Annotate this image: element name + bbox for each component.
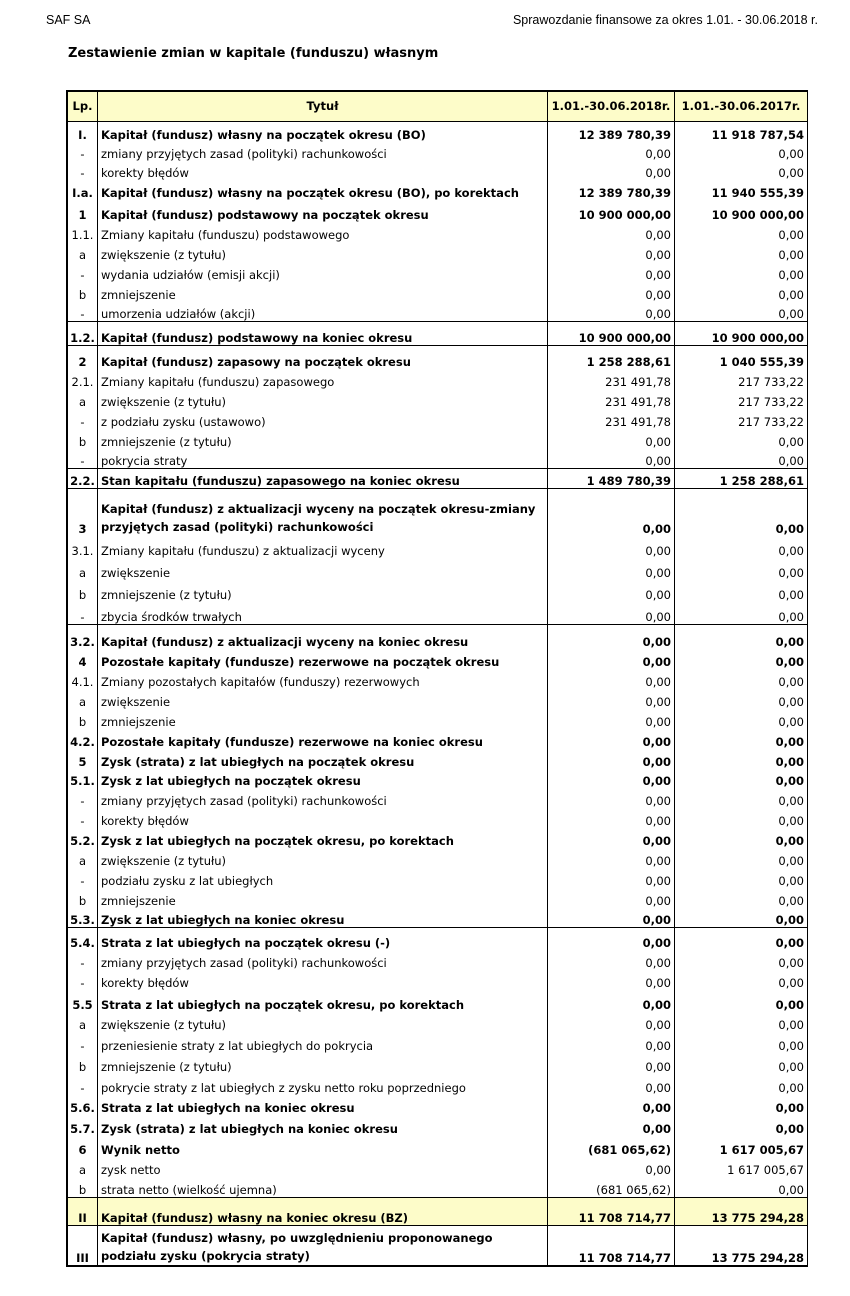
row-value-2017: 0,00 — [675, 142, 808, 161]
row-value-2018: 231 491,78 — [548, 389, 675, 409]
table-row — [68, 669, 808, 689]
table-row — [68, 200, 808, 222]
table-row — [68, 848, 808, 868]
table-row — [68, 749, 808, 769]
table-row — [68, 602, 808, 625]
table-row — [68, 1177, 808, 1198]
row-lp: 5 — [68, 749, 98, 769]
row-lp: 1.1. — [68, 222, 98, 242]
row-value-2018: 0,00 — [548, 602, 675, 625]
row-value-2017: 217 733,22 — [675, 409, 808, 429]
table-row — [68, 788, 808, 808]
column-header-2017: 1.01.-30.06.2017r. — [675, 92, 808, 122]
table-row — [68, 908, 808, 928]
table-row — [68, 928, 808, 950]
row-title: Zmiany kapitału (funduszu) podstawowego — [98, 222, 548, 242]
table-row — [68, 625, 808, 649]
table-row — [68, 1115, 808, 1136]
table-body — [68, 122, 808, 1266]
row-title: zwiększenie (z tytułu) — [98, 242, 548, 262]
table-row — [68, 302, 808, 322]
row-value-2017: 0,00 — [675, 1177, 808, 1198]
row-lp: a — [68, 558, 98, 580]
table-row — [68, 1032, 808, 1053]
row-title: Kapitał (fundusz) własny na początek okresu (BO), po korektach — [98, 180, 548, 200]
table-row — [68, 1074, 808, 1095]
row-value-2017: 0,00 — [675, 1095, 808, 1115]
row-title: przeniesienie straty z lat ubiegłych do pokrycia — [98, 1032, 548, 1053]
table-row — [68, 180, 808, 200]
row-lp: 1 — [68, 200, 98, 222]
row-title: zmiany przyjętych zasad (polityki) rachunkowości — [98, 950, 548, 970]
table-row — [68, 536, 808, 558]
row-value-2018: 0,00 — [548, 1157, 675, 1177]
row-title: zmniejszenie (z tytułu) — [98, 429, 548, 449]
table-row — [68, 709, 808, 729]
row-value-2018: 0,00 — [548, 1074, 675, 1095]
table-row — [68, 580, 808, 602]
row-value-2017: 0,00 — [675, 729, 808, 749]
row-title: pokrycia straty — [98, 449, 548, 469]
row-value-2018: 0,00 — [548, 1032, 675, 1053]
row-lp: - — [68, 788, 98, 808]
row-lp: b — [68, 429, 98, 449]
row-value-2018: 0,00 — [548, 848, 675, 868]
row-value-2018: 0,00 — [548, 908, 675, 928]
row-value-2018: 231 491,78 — [548, 409, 675, 429]
table-row — [68, 649, 808, 669]
row-lp: I. — [68, 122, 98, 142]
row-lp: - — [68, 161, 98, 180]
table-row — [68, 1226, 808, 1266]
row-title: Kapitał (fundusz) z aktualizacji wyceny na początek okresu-zmiany przyjętych zasad (polityki) rachunkowości — [98, 489, 548, 536]
row-value-2018: 0,00 — [548, 868, 675, 888]
row-value-2017: 0,00 — [675, 1115, 808, 1136]
row-value-2017: 0,00 — [675, 970, 808, 990]
row-value-2018: 231 491,78 — [548, 369, 675, 389]
table-row — [68, 769, 808, 788]
row-lp: - — [68, 262, 98, 282]
table-row — [68, 161, 808, 180]
row-value-2018: 1 489 780,39 — [548, 469, 675, 489]
row-title: zmniejszenie (z tytułu) — [98, 580, 548, 602]
row-lp: - — [68, 142, 98, 161]
table-row — [68, 409, 808, 429]
row-lp: 3.1. — [68, 536, 98, 558]
row-title: Strata z lat ubiegłych na początek okresu, po korektach — [98, 990, 548, 1012]
table-row — [68, 970, 808, 990]
row-title: zmniejszenie — [98, 888, 548, 908]
row-lp: b — [68, 282, 98, 302]
row-value-2017: 1 040 555,39 — [675, 346, 808, 369]
row-lp: b — [68, 888, 98, 908]
row-value-2017: 217 733,22 — [675, 369, 808, 389]
row-title: Wynik netto — [98, 1136, 548, 1157]
table-row — [68, 729, 808, 749]
row-value-2018: 0,00 — [548, 558, 675, 580]
row-value-2018: 0,00 — [548, 649, 675, 669]
row-value-2017: 10 900 000,00 — [675, 200, 808, 222]
row-value-2017: 0,00 — [675, 222, 808, 242]
row-value-2017: 0,00 — [675, 788, 808, 808]
row-value-2018: 0,00 — [548, 709, 675, 729]
table-row — [68, 242, 808, 262]
row-value-2017: 0,00 — [675, 429, 808, 449]
row-value-2017: 0,00 — [675, 769, 808, 788]
table-row — [68, 1198, 808, 1226]
row-title: Kapitał (fundusz) podstawowy na koniec okresu — [98, 322, 548, 346]
table-row — [68, 1095, 808, 1115]
row-title: Pozostałe kapitały (fundusze) rezerwowe na początek okresu — [98, 649, 548, 669]
row-lp: - — [68, 302, 98, 322]
row-value-2018: 0,00 — [548, 828, 675, 848]
row-value-2018: 0,00 — [548, 669, 675, 689]
row-lp: 4.2. — [68, 729, 98, 749]
table-row — [68, 222, 808, 242]
row-value-2018: 0,00 — [548, 142, 675, 161]
table-row — [68, 888, 808, 908]
row-title: zmiany przyjętych zasad (polityki) rachunkowości — [98, 788, 548, 808]
row-title: Zmiany kapitału (funduszu) z aktualizacji wyceny — [98, 536, 548, 558]
row-value-2017: 11 918 787,54 — [675, 122, 808, 142]
row-value-2017: 0,00 — [675, 848, 808, 868]
row-value-2017: 0,00 — [675, 262, 808, 282]
row-value-2018: 0,00 — [548, 729, 675, 749]
row-title: pokrycie straty z lat ubiegłych z zysku netto roku poprzedniego — [98, 1074, 548, 1095]
row-value-2018: 0,00 — [548, 1053, 675, 1074]
row-lp: 5.4. — [68, 928, 98, 950]
row-lp: 6 — [68, 1136, 98, 1157]
row-title: podziału zysku z lat ubiegłych — [98, 868, 548, 888]
row-value-2018: 0,00 — [548, 1012, 675, 1032]
row-value-2018: 0,00 — [548, 1095, 675, 1115]
row-title: Zysk (strata) z lat ubiegłych na koniec okresu — [98, 1115, 548, 1136]
row-title: Kapitał (fundusz) zapasowy na początek okresu — [98, 346, 548, 369]
row-title: Kapitał (fundusz) własny na początek okresu (BO) — [98, 122, 548, 142]
row-title: zmniejszenie — [98, 709, 548, 729]
column-header-lp: Lp. — [68, 92, 98, 122]
table-row — [68, 282, 808, 302]
row-title: zmiany przyjętych zasad (polityki) rachunkowości — [98, 142, 548, 161]
row-title: Kapitał (fundusz) podstawowy na początek okresu — [98, 200, 548, 222]
row-lp: 5.6. — [68, 1095, 98, 1115]
row-value-2017: 0,00 — [675, 625, 808, 649]
row-value-2017: 0,00 — [675, 302, 808, 322]
row-value-2018: 0,00 — [548, 950, 675, 970]
row-value-2017: 1 617 005,67 — [675, 1136, 808, 1157]
table-row — [68, 489, 808, 536]
equity-changes-table — [67, 91, 808, 1266]
row-value-2017: 0,00 — [675, 928, 808, 950]
row-value-2017: 0,00 — [675, 1032, 808, 1053]
row-title: Pozostałe kapitały (fundusze) rezerwowe na koniec okresu — [98, 729, 548, 749]
row-value-2017: 10 900 000,00 — [675, 322, 808, 346]
row-value-2018: 0,00 — [548, 429, 675, 449]
row-lp: 3 — [68, 489, 98, 536]
row-lp: 5.3. — [68, 908, 98, 928]
row-value-2018: 0,00 — [548, 888, 675, 908]
row-title: Zysk z lat ubiegłych na początek okresu, po korektach — [98, 828, 548, 848]
row-lp: a — [68, 242, 98, 262]
row-value-2018: 0,00 — [548, 489, 675, 536]
row-title: zysk netto — [98, 1157, 548, 1177]
row-title: zwiększenie (z tytułu) — [98, 1012, 548, 1032]
row-value-2018: 0,00 — [548, 689, 675, 709]
table-row — [68, 142, 808, 161]
row-lp: a — [68, 689, 98, 709]
row-lp: - — [68, 449, 98, 469]
row-value-2017: 1 617 005,67 — [675, 1157, 808, 1177]
row-value-2018: 0,00 — [548, 449, 675, 469]
table-row — [68, 689, 808, 709]
row-title: Zmiany pozostałych kapitałów (funduszy) rezerwowych — [98, 669, 548, 689]
row-lp: - — [68, 868, 98, 888]
table-row — [68, 558, 808, 580]
row-value-2017: 11 940 555,39 — [675, 180, 808, 200]
row-title: zbycia środków trwałych — [98, 602, 548, 625]
row-value-2018: 0,00 — [548, 749, 675, 769]
row-value-2017: 0,00 — [675, 828, 808, 848]
table-row — [68, 449, 808, 469]
row-value-2018: 0,00 — [548, 262, 675, 282]
row-value-2017: 0,00 — [675, 161, 808, 180]
row-value-2018: 12 389 780,39 — [548, 122, 675, 142]
row-value-2017: 0,00 — [675, 808, 808, 828]
row-lp: II — [68, 1198, 98, 1226]
row-value-2017: 0,00 — [675, 868, 808, 888]
row-title: zmniejszenie — [98, 282, 548, 302]
row-title: Stan kapitału (funduszu) zapasowego na koniec okresu — [98, 469, 548, 489]
row-title: zwiększenie — [98, 558, 548, 580]
row-title: Zysk z lat ubiegłych na koniec okresu — [98, 908, 548, 928]
row-lp: 1.2. — [68, 322, 98, 346]
row-value-2017: 217 733,22 — [675, 389, 808, 409]
row-lp: III — [68, 1226, 98, 1266]
row-value-2017: 1 258 288,61 — [675, 469, 808, 489]
row-value-2018: 0,00 — [548, 990, 675, 1012]
table-header-row — [68, 92, 808, 122]
row-title: korekty błędów — [98, 161, 548, 180]
row-title: Kapitał (fundusz) własny na koniec okresu (BZ) — [98, 1198, 548, 1226]
row-lp: 2.1. — [68, 369, 98, 389]
row-lp: a — [68, 1157, 98, 1177]
row-value-2017: 0,00 — [675, 1012, 808, 1032]
section-title: Zestawienie zmian w kapitale (funduszu) własnym — [68, 46, 439, 61]
row-value-2017: 0,00 — [675, 489, 808, 536]
row-value-2017: 0,00 — [675, 649, 808, 669]
row-lp: 4.1. — [68, 669, 98, 689]
table-row — [68, 1136, 808, 1157]
column-header-title: Tytuł — [98, 92, 548, 122]
row-title: z podziału zysku (ustawowo) — [98, 409, 548, 429]
table-row — [68, 990, 808, 1012]
row-value-2018: (681 065,62) — [548, 1177, 675, 1198]
row-title: umorzenia udziałów (akcji) — [98, 302, 548, 322]
row-value-2017: 0,00 — [675, 709, 808, 729]
row-title: zwiększenie (z tytułu) — [98, 389, 548, 409]
row-title: Zysk (strata) z lat ubiegłych na początek okresu — [98, 749, 548, 769]
row-value-2017: 0,00 — [675, 282, 808, 302]
row-value-2018: (681 065,62) — [548, 1136, 675, 1157]
row-value-2017: 0,00 — [675, 990, 808, 1012]
row-title: zmniejszenie (z tytułu) — [98, 1053, 548, 1074]
row-lp: 5.5 — [68, 990, 98, 1012]
row-value-2018: 0,00 — [548, 222, 675, 242]
table-row — [68, 1012, 808, 1032]
row-value-2018: 11 708 714,77 — [548, 1226, 675, 1266]
row-value-2018: 11 708 714,77 — [548, 1198, 675, 1226]
row-value-2017: 0,00 — [675, 888, 808, 908]
row-value-2017: 0,00 — [675, 242, 808, 262]
row-lp: b — [68, 580, 98, 602]
row-value-2018: 0,00 — [548, 536, 675, 558]
row-title: Kapitał (fundusz) własny, po uwzględnieniu proponowanego podziału zysku (pokrycia straty) — [98, 1226, 548, 1266]
table-row — [68, 389, 808, 409]
row-title: Zysk z lat ubiegłych na początek okresu — [98, 769, 548, 788]
row-value-2017: 0,00 — [675, 580, 808, 602]
row-title: wydania udziałów (emisji akcji) — [98, 262, 548, 282]
row-title: Kapitał (fundusz) z aktualizacji wyceny na koniec okresu — [98, 625, 548, 649]
row-title: korekty błędów — [98, 970, 548, 990]
row-value-2018: 0,00 — [548, 282, 675, 302]
row-value-2017: 0,00 — [675, 1074, 808, 1095]
table-row — [68, 262, 808, 282]
row-lp: b — [68, 1053, 98, 1074]
row-lp: 2.2. — [68, 469, 98, 489]
row-value-2018: 0,00 — [548, 1115, 675, 1136]
table-row — [68, 808, 808, 828]
row-lp: a — [68, 848, 98, 868]
table-row — [68, 369, 808, 389]
table-row — [68, 346, 808, 369]
company-name: SAF SA — [46, 13, 91, 27]
row-lp: 4 — [68, 649, 98, 669]
row-title: zwiększenie — [98, 689, 548, 709]
table-row — [68, 469, 808, 489]
row-lp: 5.1. — [68, 769, 98, 788]
row-title: korekty błędów — [98, 808, 548, 828]
row-title: zwiększenie (z tytułu) — [98, 848, 548, 868]
row-value-2017: 0,00 — [675, 1053, 808, 1074]
row-title: Strata z lat ubiegłych na początek okresu (-) — [98, 928, 548, 950]
row-value-2017: 13 775 294,28 — [675, 1226, 808, 1266]
row-value-2017: 0,00 — [675, 558, 808, 580]
report-period: Sprawozdanie finansowe za okres 1.01. - 30.06.2018 r. — [512, 13, 818, 27]
table-row — [68, 950, 808, 970]
row-title: Zmiany kapitału (funduszu) zapasowego — [98, 369, 548, 389]
row-value-2018: 0,00 — [548, 580, 675, 602]
row-lp: - — [68, 409, 98, 429]
table-row — [68, 429, 808, 449]
row-value-2017: 0,00 — [675, 669, 808, 689]
row-lp: b — [68, 1177, 98, 1198]
row-value-2018: 10 900 000,00 — [548, 322, 675, 346]
row-lp: - — [68, 1074, 98, 1095]
row-value-2018: 0,00 — [548, 769, 675, 788]
row-value-2017: 13 775 294,28 — [675, 1198, 808, 1226]
table-row — [68, 1053, 808, 1074]
table-row — [68, 322, 808, 346]
row-value-2018: 0,00 — [548, 161, 675, 180]
row-lp: 2 — [68, 346, 98, 369]
row-value-2017: 0,00 — [675, 449, 808, 469]
table-row — [68, 828, 808, 848]
row-lp: a — [68, 389, 98, 409]
row-lp: 5.7. — [68, 1115, 98, 1136]
row-value-2018: 0,00 — [548, 928, 675, 950]
row-value-2017: 0,00 — [675, 536, 808, 558]
row-lp: - — [68, 950, 98, 970]
row-lp: 5.2. — [68, 828, 98, 848]
table-row — [68, 1157, 808, 1177]
row-value-2018: 0,00 — [548, 625, 675, 649]
row-value-2017: 0,00 — [675, 602, 808, 625]
row-lp: a — [68, 1012, 98, 1032]
row-lp: - — [68, 602, 98, 625]
row-lp: b — [68, 709, 98, 729]
row-value-2017: 0,00 — [675, 950, 808, 970]
column-header-2018: 1.01.-30.06.2018r. — [548, 92, 675, 122]
row-lp: 3.2. — [68, 625, 98, 649]
row-lp: - — [68, 1032, 98, 1053]
row-lp: - — [68, 970, 98, 990]
row-lp: I.a. — [68, 180, 98, 200]
row-value-2018: 1 258 288,61 — [548, 346, 675, 369]
row-value-2018: 10 900 000,00 — [548, 200, 675, 222]
row-value-2017: 0,00 — [675, 689, 808, 709]
row-title: strata netto (wielkość ujemna) — [98, 1177, 548, 1198]
table-row — [68, 868, 808, 888]
row-lp: - — [68, 808, 98, 828]
row-value-2017: 0,00 — [675, 908, 808, 928]
equity-changes-table-wrapper — [66, 90, 808, 1267]
row-value-2018: 0,00 — [548, 970, 675, 990]
row-value-2017: 0,00 — [675, 749, 808, 769]
row-value-2018: 12 389 780,39 — [548, 180, 675, 200]
row-value-2018: 0,00 — [548, 788, 675, 808]
row-value-2018: 0,00 — [548, 242, 675, 262]
row-value-2018: 0,00 — [548, 808, 675, 828]
row-title: Strata z lat ubiegłych na koniec okresu — [98, 1095, 548, 1115]
row-value-2018: 0,00 — [548, 302, 675, 322]
table-row — [68, 122, 808, 142]
